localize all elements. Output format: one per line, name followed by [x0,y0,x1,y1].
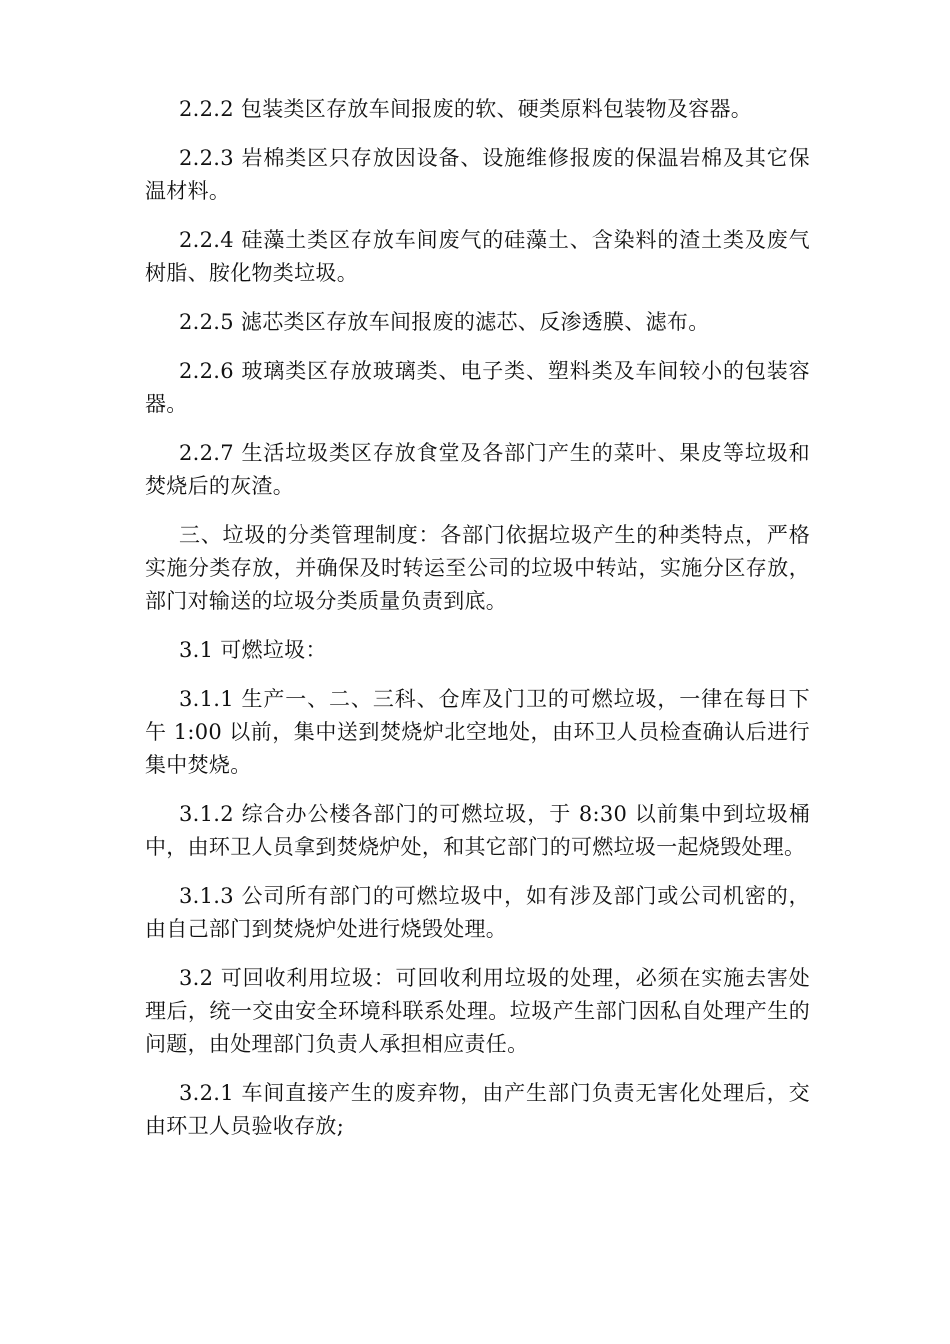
paragraph-2-2-3: 2.2.3 岩棉类区只存放因设备、设施维修报废的保温岩棉及其它保温材料。 [145,146,810,203]
paragraph-3-2: 3.2 可回收利用垃圾：可回收利用垃圾的处理，必须在实施去害处理后，统一交由安全环境科联系处理。垃圾产生部门因私自处理产生的问题，由处理部门负责人承担相应责任。 [145,966,810,1056]
paragraph-3-1-2: 3.1.2 综合办公楼各部门的可燃垃圾，于 8:30 以前集中到垃圾桶中，由环卫人员拿到焚烧炉处，和其它部门的可燃垃圾一起烧毁处理。 [145,802,810,859]
paragraph-2-2-2: 2.2.2 包装类区存放车间报废的软、硬类原料包装物及容器。 [179,97,753,121]
paragraph-3-1-1: 3.1.1 生产一、二、三科、仓库及门卫的可燃垃圾，一律在每日下午 1:00 以前，集中送到焚烧炉北空地处，由环卫人员检查确认后进行集中焚烧。 [145,687,810,777]
section-3-heading-paragraph: 三、垃圾的分类管理制度：各部门依据垃圾产生的种类特点，严格实施分类存放，并确保及时转运至公司的垃圾中转站，实施分区存放，部门对输送的垃圾分类质量负责到底。 [145,523,810,613]
paragraph-2-2-6: 2.2.6 玻璃类区存放玻璃类、电子类、塑料类及车间较小的包装容器。 [145,359,810,416]
document-body [145,93,810,1159]
paragraph-2-2-4: 2.2.4 硅藻土类区存放车间废气的硅藻土、含染料的渣土类及废气树脂、胺化物类垃圾。 [145,228,810,285]
paragraph-2-2-7: 2.2.7 生活垃圾类区存放食堂及各部门产生的菜叶、果皮等垃圾和焚烧后的灰渣。 [145,441,810,498]
paragraph-3-2-1: 3.2.1 车间直接产生的废弃物，由产生部门负责无害化处理后，交由环卫人员验收存放; [145,1081,810,1138]
paragraph-2-2-5: 2.2.5 滤芯类区存放车间报废的滤芯、反渗透膜、滤布。 [179,310,710,334]
paragraph-3-1: 3.1 可燃垃圾： [179,638,327,662]
paragraph-3-1-3: 3.1.3 公司所有部门的可燃垃圾中，如有涉及部门或公司机密的，由自己部门到焚烧炉处进行烧毁处理。 [145,884,810,941]
